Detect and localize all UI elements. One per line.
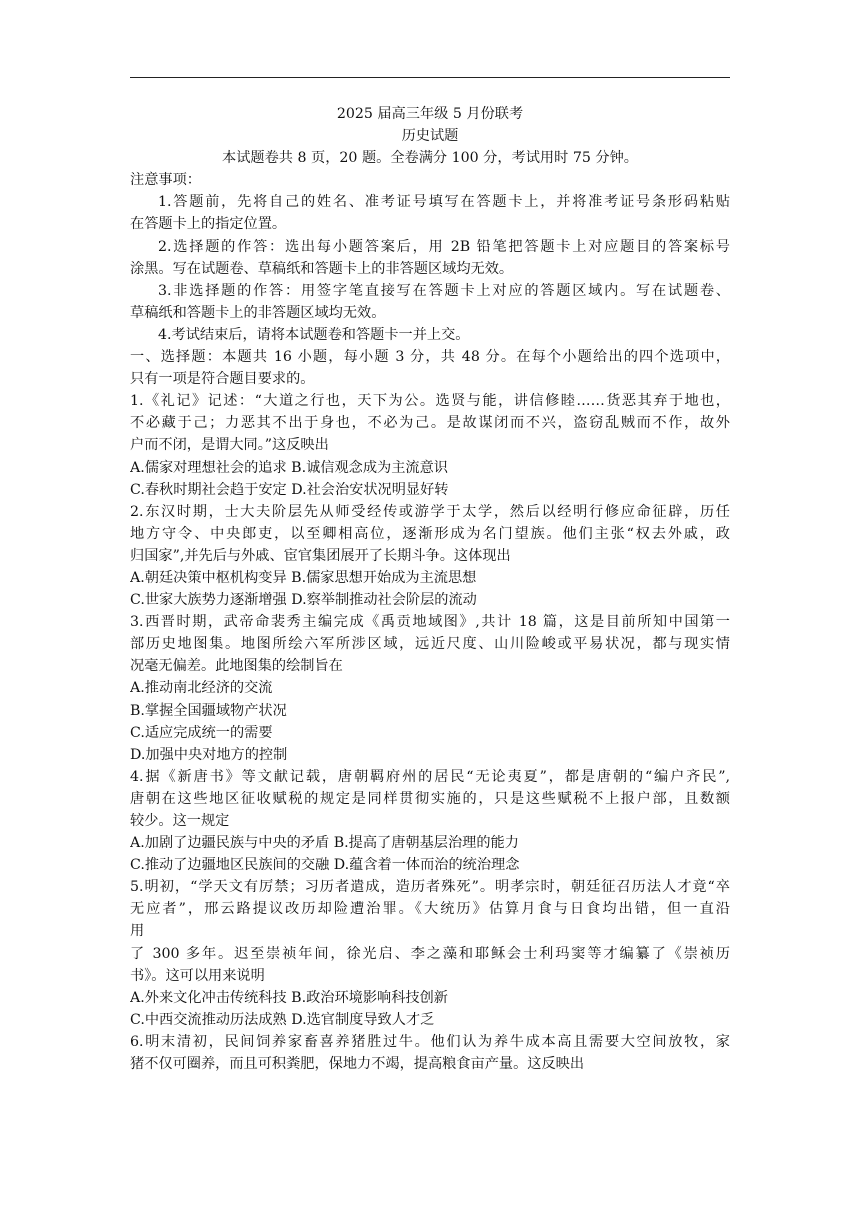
question-stem-line: 户而不闭，是谓大同。”这反映出 <box>130 437 329 454</box>
notice-line: 草稿纸和答题卡上的非答题区域均无效。 <box>130 304 386 321</box>
notice-line: 3.非选择题的作答：用签字笔直接写在答题卡上对应的答题区域内。写在试题卷、 <box>158 282 730 299</box>
question-stem-line: 况毫无偏差。此地图集的绘制旨在 <box>130 658 343 675</box>
exam-info: 本试题卷共 8 页，20 题。全卷满分 100 分，考试用时 75 分钟。 <box>222 150 638 167</box>
question-option: A.推动南北经济的交流 <box>130 680 273 697</box>
notice-line: 4.考试结束后，请将本试题卷和答题卡一并上交。 <box>158 326 470 343</box>
section-heading: 只有一项是符合题目要求的。 <box>130 371 315 388</box>
question-stem-line: 书》。这可以用来说明 <box>130 967 265 984</box>
question-stem-line: 3.西晋时期，武帝命裴秀主编完成《禹贡地域图》,共计 18 篇，这是目前所知中国第一 <box>130 614 730 631</box>
question-option: C.适应完成统一的需要 <box>130 724 273 741</box>
exam-page <box>130 103 730 1075</box>
notice-heading: 注意事项： <box>130 172 201 189</box>
notice-line: 1.答题前，先将自己的姓名、准考证号填写在答题卡上，并将准考证号条形码粘贴 <box>158 194 730 211</box>
question-option: A.外来文化冲击传统科技 B.政治环境影响科技创新 <box>130 989 448 1006</box>
question-option: A.儒家对理想社会的追求 B.诚信观念成为主流意识 <box>130 459 448 476</box>
question-option: C.推动了边疆地区民族间的交融 D.蕴含着一体而治的统治理念 <box>130 857 520 874</box>
question-stem-line: 不必藏于己；力恶其不出于身也，不必为己。是故谋闭而不兴，盗窃乱贼而不作，故外 <box>130 415 730 432</box>
question-1 <box>130 390 730 500</box>
question-option: C.世家大族势力逐渐增强 D.察举制推动社会阶层的流动 <box>130 592 477 609</box>
question-5 <box>130 876 730 1031</box>
question-stem-line: 5.明初，“学天文有厉禁；习历者遣成，造历者殊死”。明孝宗时，朝廷征召历法人才竟“卒 <box>130 879 730 896</box>
question-stem-line: 了 300 多年。迟至崇祯年间，徐光启、李之藻和耶稣会士利玛窦等才编纂了《崇祯历 <box>130 945 730 962</box>
question-stem-line: 2.东汉时期，士大夫阶层先从师受经传或游学于太学，然后以经明行修应命征辟，历任 <box>130 503 730 520</box>
question-option: B.掌握全国疆域物产状况 <box>130 702 287 719</box>
question-stem-line: 部历史地图集。地图所绘六军所涉区域，远近尺度、山川险峻或平易状况，都与现实情 <box>130 636 730 653</box>
question-stem-line: 6.明末清初，民间饲养家畜喜养猪胜过牛。他们认为养牛成本高且需要大空间放牧，家 <box>130 1033 730 1050</box>
question-option: C.春秋时期社会趋于安定 D.社会治安状况明显好转 <box>130 481 449 498</box>
question-stem-line: 用 <box>130 923 145 940</box>
header-rule <box>130 77 730 78</box>
question-2 <box>130 501 730 611</box>
question-option: A.加剧了边疆民族与中央的矛盾 B.提高了唐朝基层治理的能力 <box>130 835 519 852</box>
notice-line: 在答题卡上的指定位置。 <box>130 216 287 233</box>
question-4 <box>130 766 730 876</box>
question-option: C.中西交流推动历法成熟 D.选官制度导致人才乏 <box>130 1011 435 1028</box>
question-3 <box>130 611 730 766</box>
question-stem-line: 4.据《新唐书》等文献记载，唐朝羁府州的居民“无论夷夏”，都是唐朝的“编户齐民”, <box>130 768 730 785</box>
notice-line: 2.选择题的作答：选出每小题答案后，用 2B 铅笔把答题卡上对应题目的答案标号 <box>158 238 730 255</box>
question-stem-line: 唐朝在这些地区征收赋税的规定是同样贯彻实施的，只是这些赋税不上报户部，且数额 <box>130 790 730 807</box>
section-heading: 一、选择题：本题共 16 小题，每小题 3 分，共 48 分。在每个小题给出的四个选项中， <box>130 349 730 366</box>
question-option: A.朝廷决策中枢机构变异 B.儒家思想开始成为主流思想 <box>130 569 477 586</box>
question-stem-line: 猪不仅可圈养，而且可积粪肥，保地力不竭，提高粮食亩产量。这反映出 <box>130 1056 585 1073</box>
question-stem-line: 无应者”，邢云路提议改历却险遭治罪。《大统历》估算月食与日食均出错，但一直沿 <box>130 901 730 918</box>
question-6 <box>130 1031 730 1075</box>
question-stem-line: 归国家”,并先后与外戚、宦官集团展开了长期斗争。这体现出 <box>130 547 511 564</box>
exam-title: 2025 届高三年级 5 月份联考 <box>336 106 524 122</box>
question-option: D.加强中央对地方的控制 <box>130 746 288 763</box>
question-stem-line: 较少。这一规定 <box>130 813 230 829</box>
notice-line: 涂黑。写在试题卷、草稿纸和答题卡上的非答题区域均无效。 <box>130 260 514 277</box>
exam-subject: 历史试题 <box>401 128 459 145</box>
question-stem-line: 1.《礼记》记述：“大道之行也，天下为公。选贤与能，讲信修睦……货恶其弃于地也， <box>130 393 730 410</box>
question-stem-line: 地方守令、中央郎吏，以至卿相高位，逐渐形成为名门望族。他们主张“权去外戚，政 <box>130 525 730 542</box>
